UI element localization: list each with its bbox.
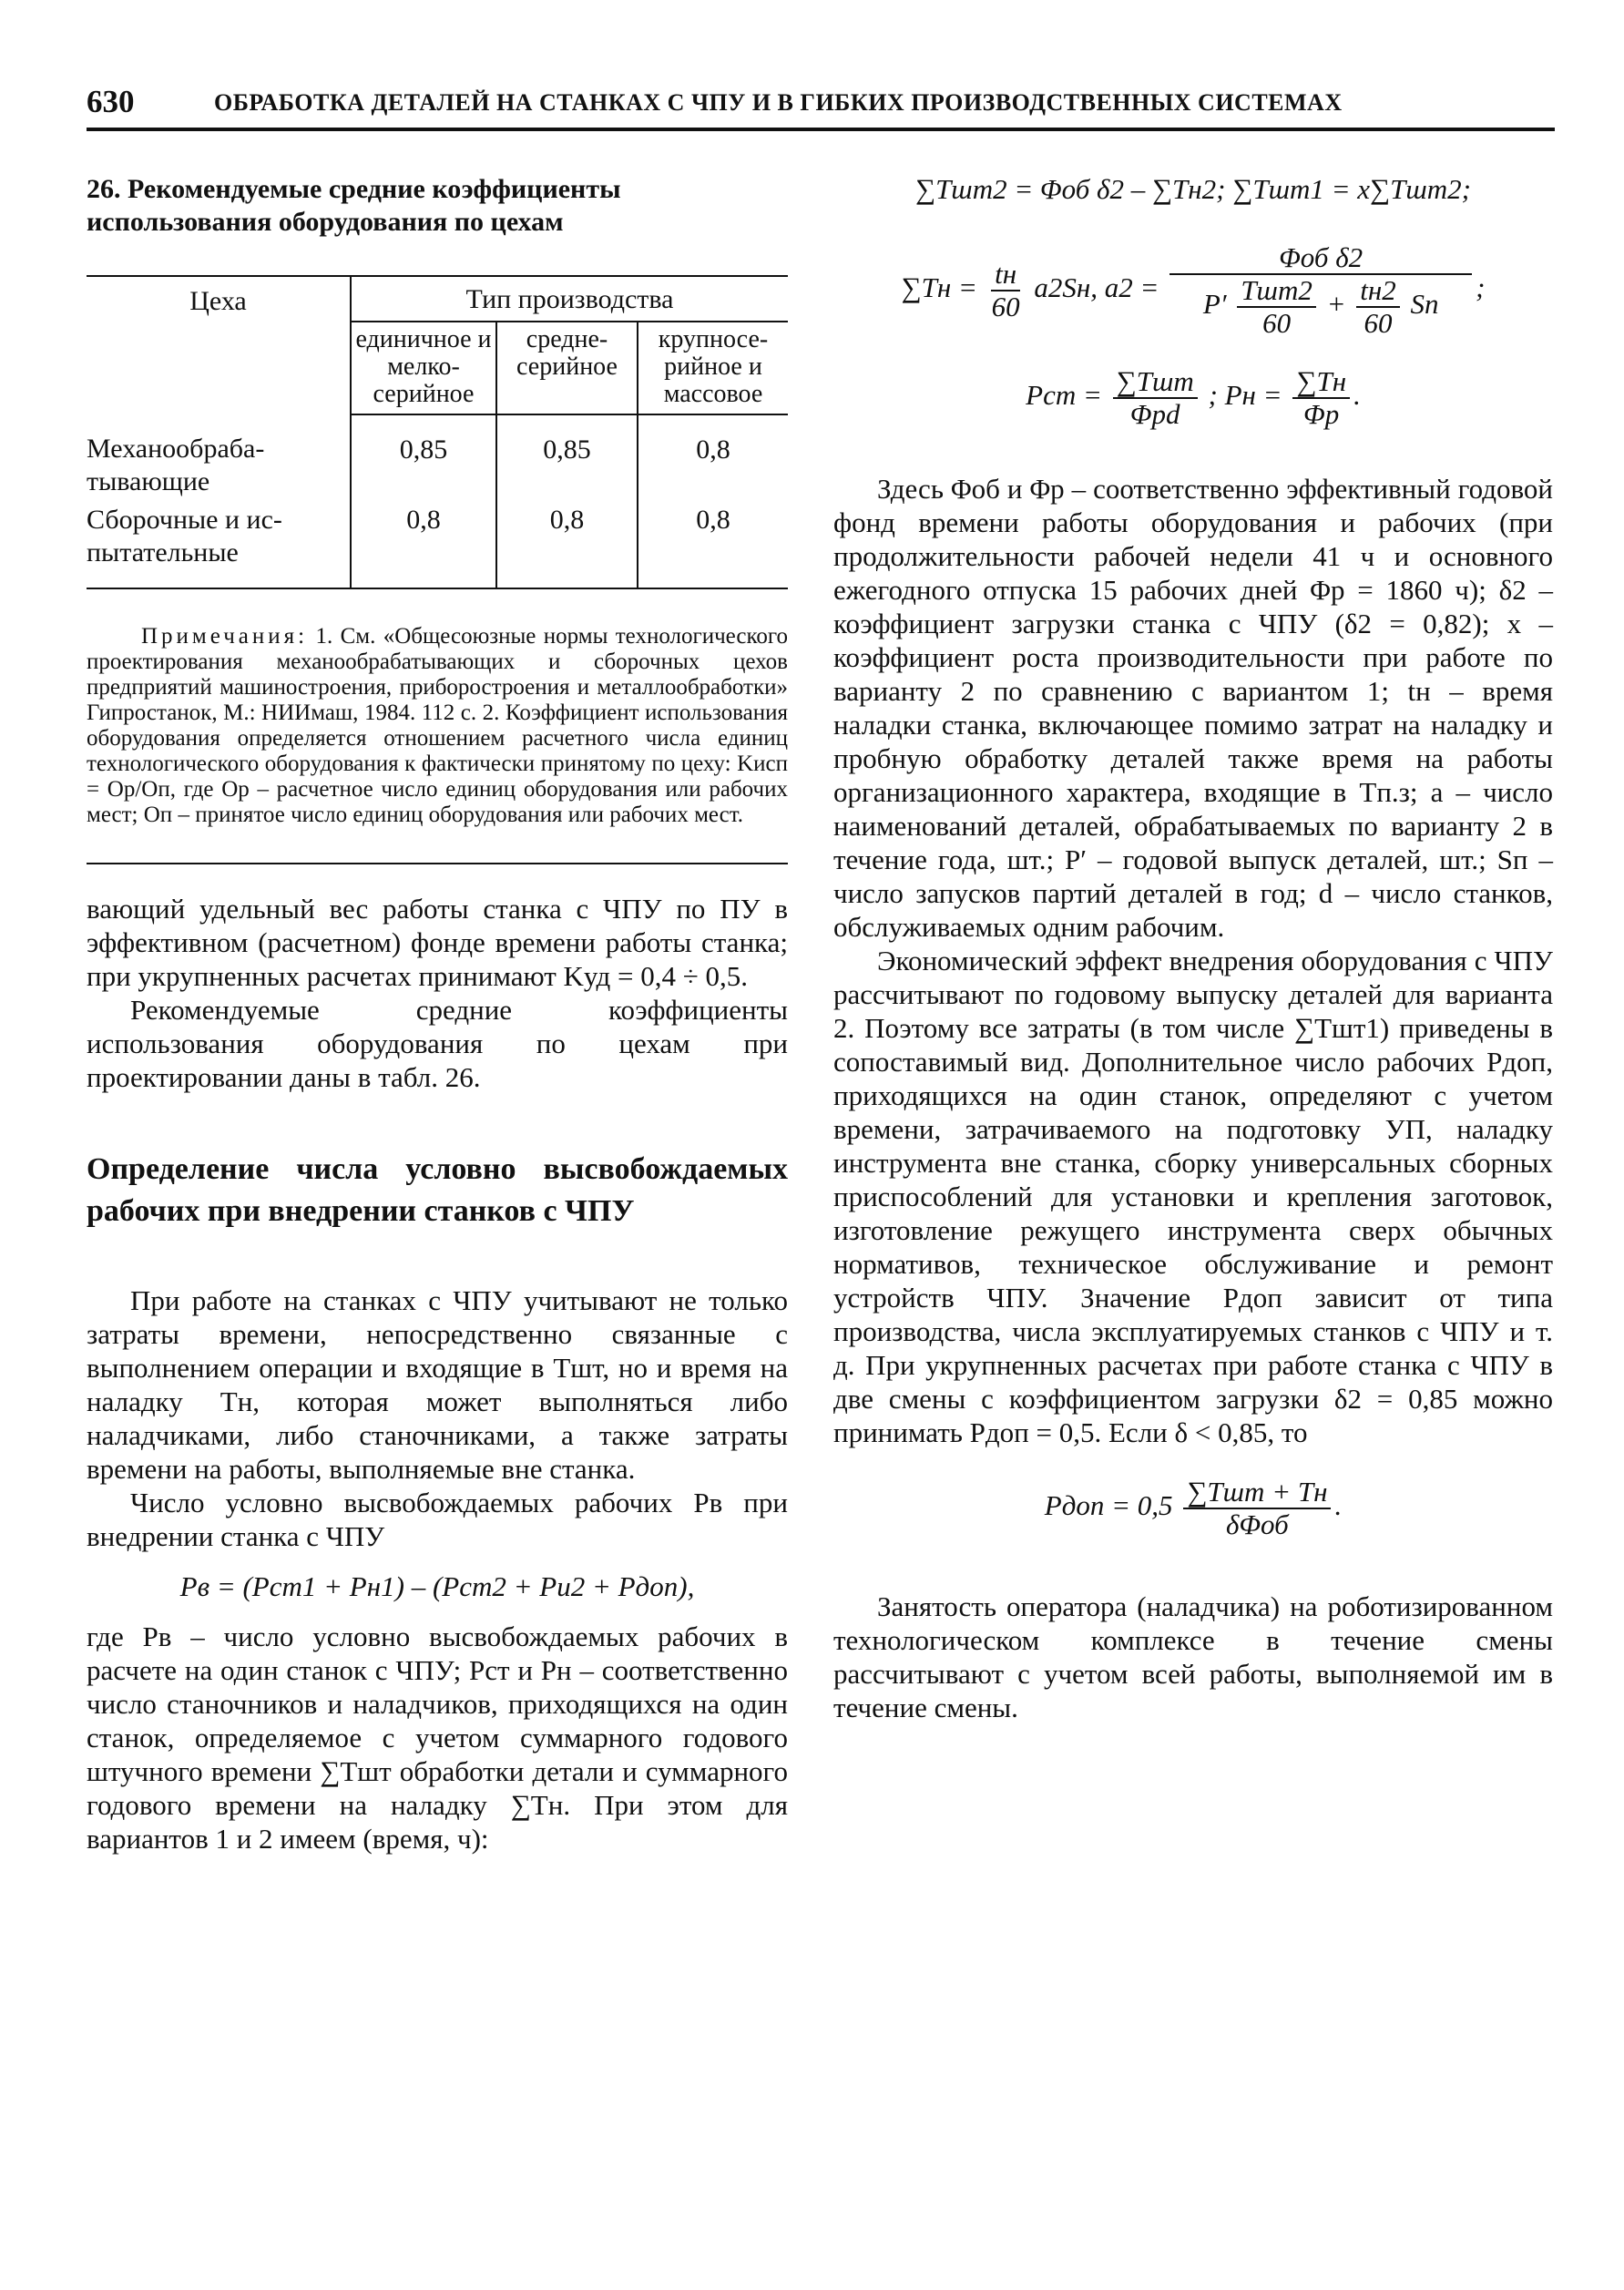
- left-body: [87, 892, 788, 1856]
- table-cell: 0,8: [638, 414, 788, 498]
- col-header-mass: крупносе-рийное и массовое: [638, 322, 788, 414]
- fraction-den: P′ $\frac{\text{Tшт2}}{60}$ + $\frac{tн2}{60}$ Sп: [1202, 274, 1439, 339]
- right-column: [833, 173, 1553, 1724]
- fraction-num: ∑Tшт + Tн: [1183, 1477, 1331, 1509]
- fraction: [988, 259, 1024, 322]
- col-header-medium: средне-серийное: [496, 322, 638, 414]
- paragraph: Экономический эффект внедрения оборудования с ЧПУ рассчитывают по годовому выпуску деталей для варианта 2. Поэтому все затраты (в том числе ∑Tшт1) приведены в сопоставимый вид. Дополнительное число рабочих Pдоп, приходящихся на один станок, определяют с учетом времени, затрачиваемого на подготовку УП, наладку инструмента вне станка, сборку универсальных сборных приспособлений для установки и крепления заготовок, изготовление режущего инструмента сверх обычных нормативов, техническое обслуживание и ремонт устройств ЧПУ. Значение Pдоп зависит от типа производства, числа эксплуатируемых станков с ЧПУ и т. д. При укрупненных расчетах при работе станка с ЧПУ в две смены с коэффициентом загрузки δ2 = 0,85 можно принимать Pдоп = 0,5. Если δ < 0,85, то: [833, 945, 1553, 1448]
- formula-part: Pст =: [1026, 379, 1102, 412]
- formula-sum-tn: ∑Tн = $\frac{tн}{60}$ a2Sн, a2 = Φоб δ2 P′ $\frac{\text{Tшт2}}{60}$ + $\frac{tн2}{60}$ Sп ;: [901, 241, 1486, 339]
- formula-part: a2Sн, a2 =: [1034, 271, 1159, 304]
- table-row: [87, 414, 788, 498]
- formula-sum-tsht: ∑Tшт2 = Φоб δ2 – ∑Tн2; ∑Tшт1 = x∑Tшт2;: [914, 173, 1472, 205]
- paragraph: Число условно высвобождаемых рабочих Pв при внедрении станка с ЧПУ: [87, 1487, 788, 1552]
- col-header-shop: Цеха: [87, 276, 351, 414]
- fraction: [1237, 275, 1316, 339]
- right-body-end: [833, 1590, 1553, 1724]
- note-text: 1. См. «Общесоюзные нормы технологического проектирования механообрабатывающих и сборочных цехов предприятий машиностроения, приборостроения и металлообработки» Гипростанок, М.: НИИмаш, 1984. 112 с. 2. Коэффициент использования оборудования определяется отношением расчетного числа единиц технологического оборудования к фактически принятому по цеху: Kисп = Oр/Oп, где Oр – расчетное число единиц оборудования или рабочих мест; Oп – принятое число единиц оборудования или рабочих мест.: [87, 624, 788, 827]
- fraction-den: 60: [1364, 307, 1393, 339]
- table-cell: 0,8: [351, 498, 496, 569]
- table-cell: 0,85: [351, 414, 496, 498]
- running-title: ОБРАБОТКА ДЕТАЛЕЙ НА СТАНКАХ С ЧПУ И В ГИБКИХ ПРОИЗВОДСТВЕННЫХ СИСТЕМАХ: [214, 89, 1343, 116]
- formula-part: ∑Tн =: [901, 271, 977, 304]
- table-cell: 0,85: [496, 414, 638, 498]
- paragraph: Здесь Φоб и Φр – соответственно эффективный годовой фонд времени работы оборудования и рабочих (при продолжительности рабочей недели 41 ч и основного ежегодного отпуска 15 рабочих дней Φр = 1860 ч); δ2 – коэффициент загрузки станка с ЧПУ (δ2 = 0,82); x – коэффициент роста производительности при работе по варианту 2 по сравнению с вариантом 1; tн – время наладки станка, включающее помимо затрат на наладку и пробную обработку деталей также время на работы организационного характера, входящие в Tп.з; a – число наименований деталей, обрабатываемых по варианту 2 в течение года, шт.; P′ – годовой выпуск деталей, шт.; Sп – число запусков партий деталей в год; d – число станков, обслуживаемых одним рабочим.: [833, 473, 1553, 943]
- fraction-num: ∑Tн: [1292, 366, 1350, 399]
- row-label: Сборочные и ис-пытательные: [87, 505, 282, 567]
- fraction-den: 60: [1262, 307, 1292, 339]
- right-body: [833, 472, 1553, 1449]
- coefficients-table: [87, 275, 788, 589]
- fraction-num: ∑Tшт: [1113, 366, 1198, 399]
- table-row: [87, 498, 788, 569]
- section-heading: Определение числа условно высвобождаемых рабочих при внедрении станков с ЧПУ: [87, 1152, 788, 1228]
- fraction-den: Φрd: [1129, 398, 1180, 430]
- col-header-production-type: Тип производства: [351, 276, 788, 322]
- table-cell: 0,8: [496, 498, 638, 569]
- formula-part: P′: [1202, 288, 1227, 321]
- fraction: [1183, 1477, 1331, 1540]
- row-label: Механообраба-тывающие: [87, 434, 265, 496]
- table-cell: 0,8: [638, 498, 788, 569]
- page-number: 630: [87, 84, 135, 119]
- paragraph: вающий удельный вес работы станка с ЧПУ по ПУ в эффективном (расчетном) фонде времени работы станка; при укрупненных расчетах принимают Kуд = 0,4 ÷ 0,5.: [87, 893, 788, 992]
- col-header-single: единичное и мелко-серийное: [351, 322, 496, 414]
- fraction-den: δΦоб: [1226, 1508, 1289, 1540]
- fraction-den: Φр: [1303, 398, 1340, 430]
- fraction-num: Φоб δ2: [1169, 242, 1472, 275]
- fraction: [1113, 366, 1198, 430]
- fraction: [1292, 366, 1350, 430]
- paragraph: Рекомендуемые средние коэффициенты использования оборудования по цехам при проектировании даны в табл. 26.: [87, 994, 788, 1093]
- formula-part: Sп: [1410, 288, 1439, 321]
- paragraph: где Pв – число условно высвобождаемых рабочих в расчете на один станок с ЧПУ; Pст и Pн – соответственно число станочников и наладчиков, приходящихся на один станок, определяемое с учетом суммарного годового штучного времени ∑Tшт обработки детали и суммарного годового времени на наладку ∑Tн. При этом для вариантов 1 и 2 имеем (время, ч):: [87, 1620, 788, 1855]
- table-title: 26. Рекомендуемые средние коэффициенты использования оборудования по цехам: [87, 174, 621, 237]
- paragraph: При работе на станках с ЧПУ учитывают не только затраты времени, непосредственно связанные с выполнением операции и входящие в Tшт, но и время на наладку Tн, которая может выполняться либо наладчиками, либо станочниками, а также затраты времени на работы, выполняемые вне станка.: [87, 1284, 788, 1485]
- fraction: [1169, 242, 1472, 339]
- fraction-den: 60: [991, 291, 1020, 322]
- fraction: [1356, 275, 1400, 339]
- left-column: [87, 173, 788, 1856]
- note-label: Примечания:: [141, 624, 309, 649]
- paragraph: Занятость оператора (наладчика) на роботизированном технологическом комплексе в течение смены рассчитывают с учетом всей работы, выполняемой им в течение смены.: [833, 1590, 1553, 1723]
- fraction-num: tн: [991, 259, 1020, 291]
- formula-released-workers: Pв = (Pст1 + Pн1) – (Pст2 + Pи2 + Pдоп),: [179, 1570, 695, 1602]
- formula-part: ; Pн =: [1208, 379, 1282, 412]
- formula-pdop: Pдоп = 0,5 $\frac{\text{∑Tшт + Tн}}{\text{δΦоб}}$ .: [1044, 1476, 1343, 1540]
- fraction-num: Tшт2: [1237, 275, 1316, 308]
- page-header: [87, 80, 1555, 131]
- fraction-num: tн2: [1356, 275, 1400, 308]
- table-note: [87, 624, 788, 864]
- formula-pst-pn: Pст = $\frac{\text{∑Tшт}}{\text{Φрd}}$ ; Pн = $\frac{\sum Tн}{\Phi р}$ .: [1026, 365, 1361, 430]
- formula-part: Pдоп = 0,5: [1044, 1489, 1173, 1522]
